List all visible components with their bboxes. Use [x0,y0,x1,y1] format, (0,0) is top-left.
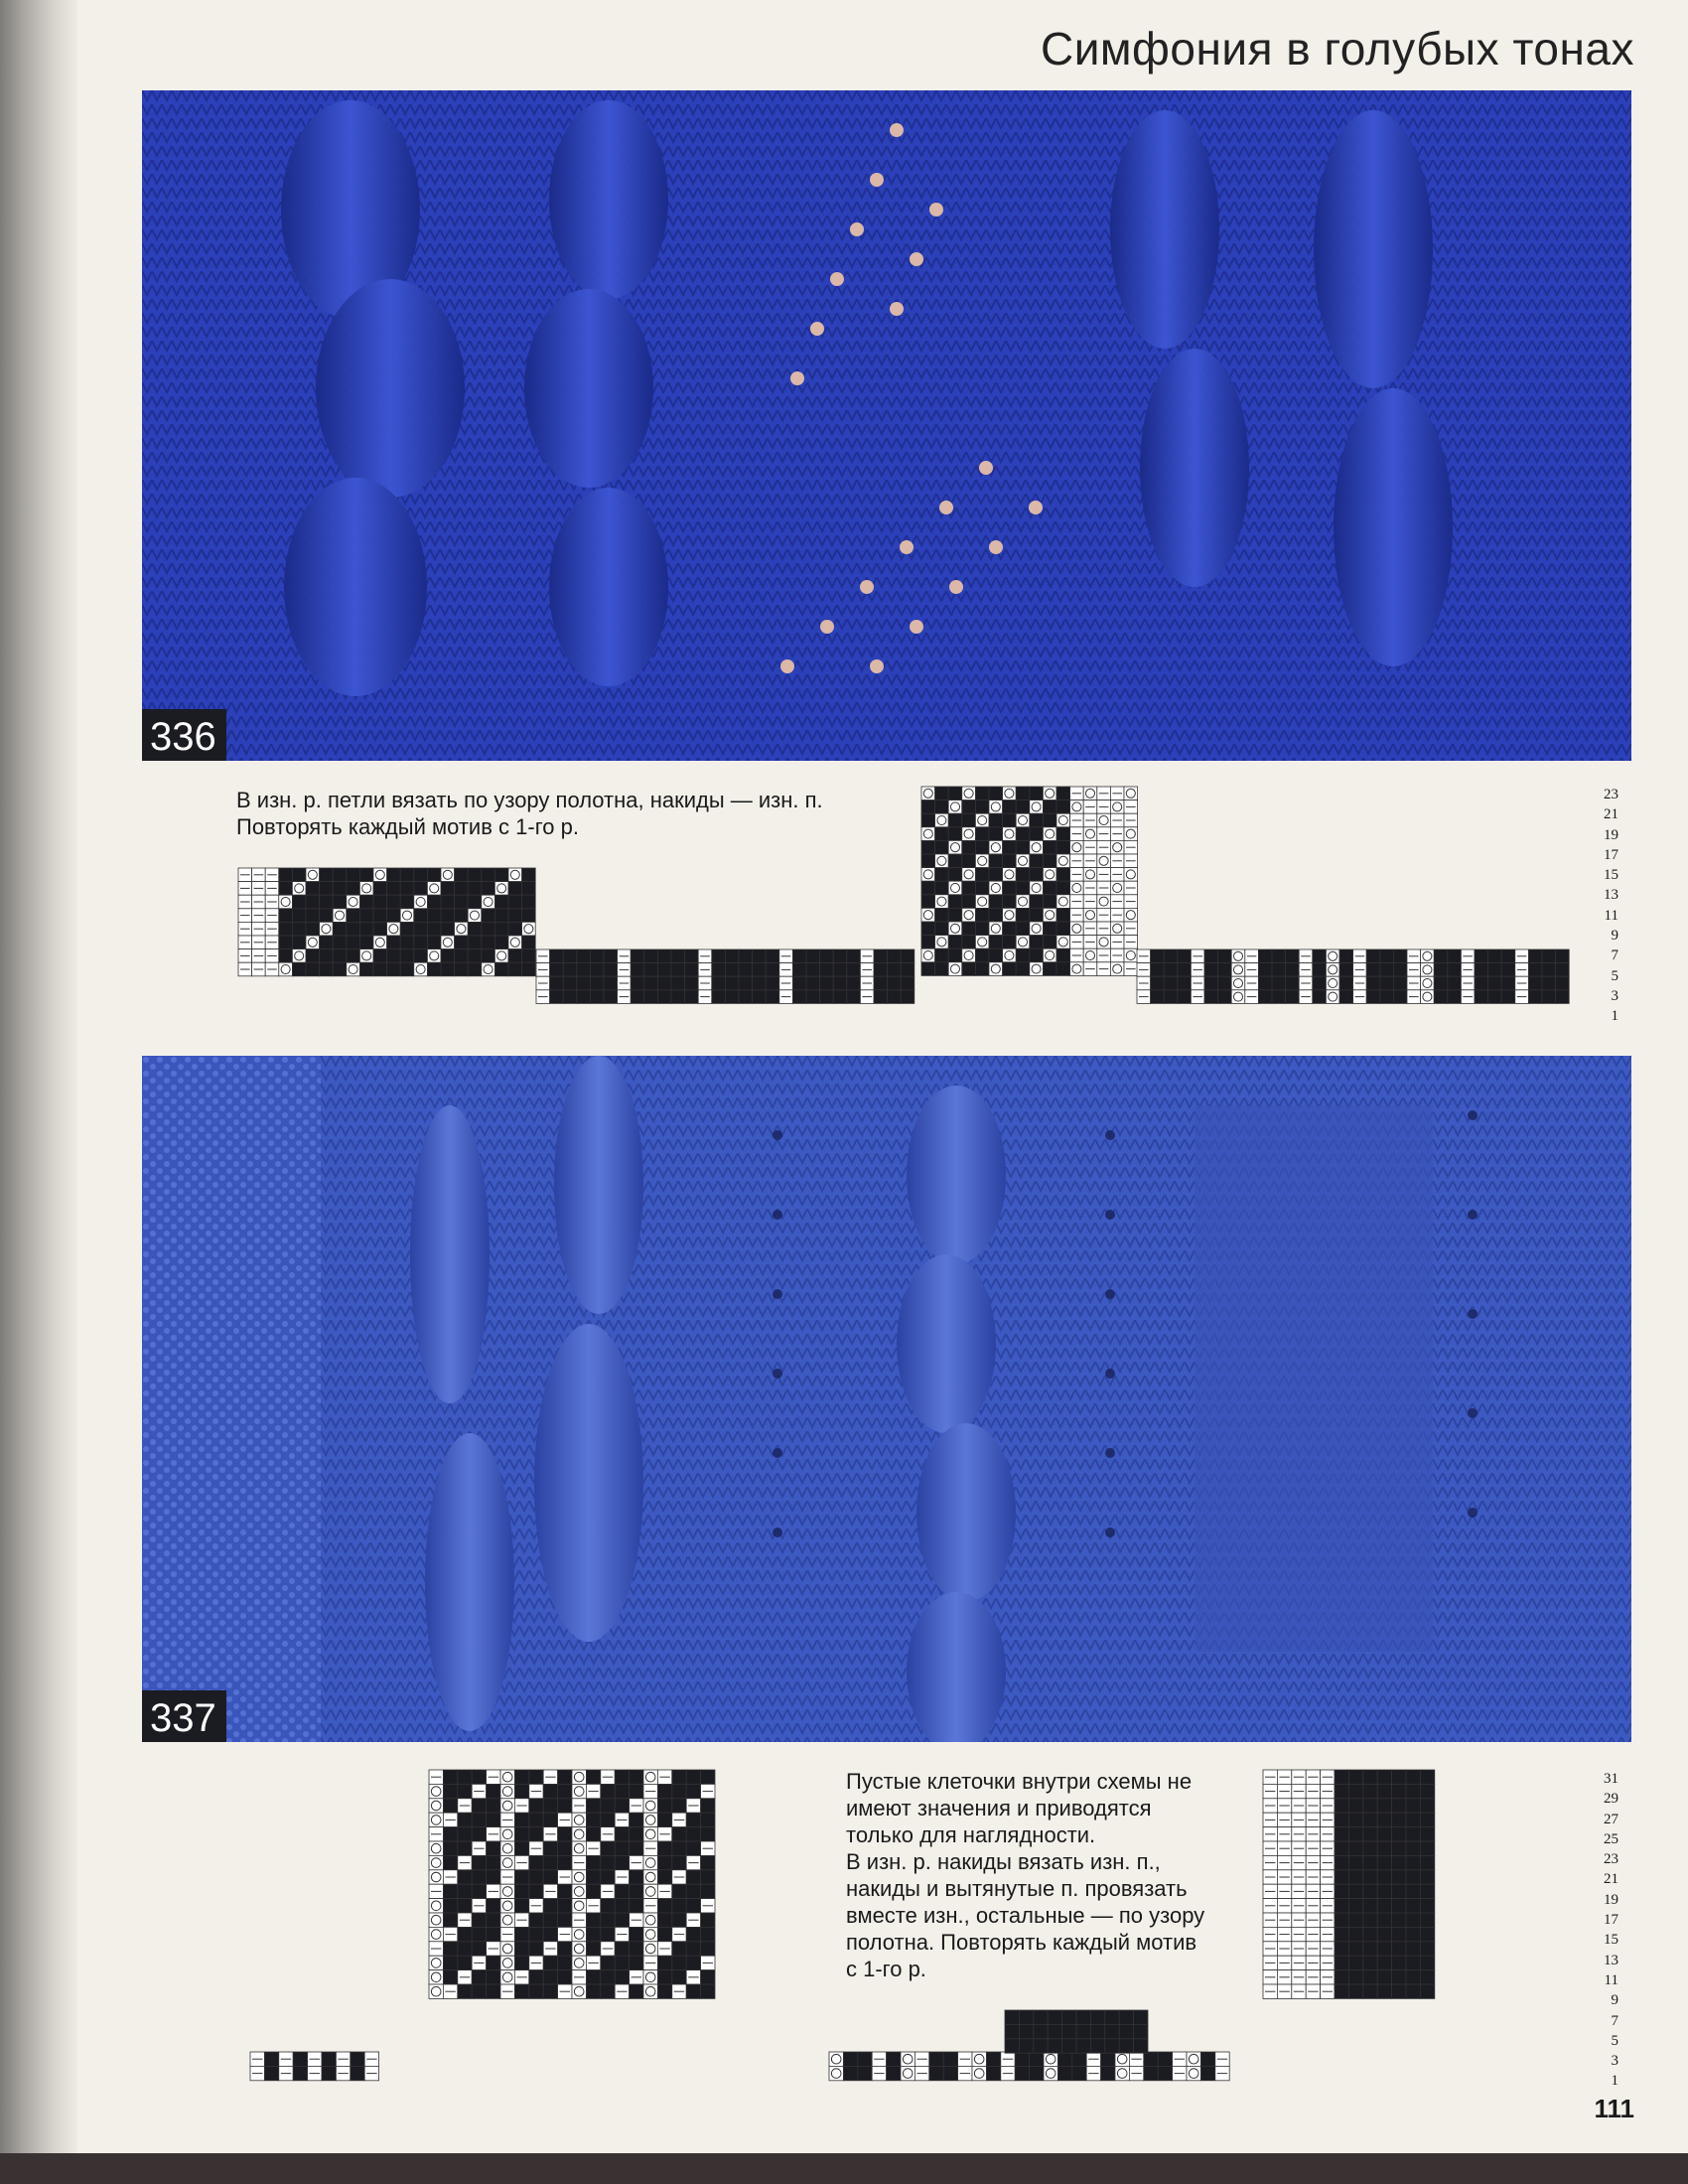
note-line: имеют значения и приводятся [846,1796,1152,1820]
row-number: 25 [1604,1830,1618,1847]
row-number: 1 [1611,2073,1618,2090]
pattern-number-336: 336 [142,709,226,761]
row-number: 21 [1604,806,1618,823]
page-title: Симфония в голубых тонах [1041,23,1634,74]
page-number: 111 [1594,2094,1634,2123]
pattern-number-337: 337 [142,1690,226,1742]
pattern-336-note: В изн. р. петли вязать по узору полотна, накиды — изн. п. Повторять каждый мотив с 1-го р. [236,788,823,839]
row-number: 23 [1604,1851,1618,1868]
row-number: 5 [1611,2032,1618,2049]
row-number: 7 [1611,947,1618,964]
note-line: накиды и вытянутые п. провязать [846,1876,1188,1901]
row-number: 9 [1611,928,1618,945]
row-number: 5 [1611,967,1618,984]
row-number: 3 [1611,2053,1618,2070]
row-number: 11 [1604,1971,1618,1988]
row-number: 23 [1604,787,1618,802]
row-number: 29 [1604,1791,1618,1808]
note-line: Пустые клеточки внутри схемы не [846,1769,1193,1794]
row-number: 19 [1604,1891,1618,1908]
row-number: 19 [1604,826,1618,843]
row-number: 17 [1604,1912,1618,1929]
row-number: 17 [1604,846,1618,863]
note-line: полотна. Повторять каждый мотив [846,1930,1197,1955]
row-number: 1 [1611,1008,1618,1025]
knit-texture-337 [142,1056,1631,1742]
note-line: В изн. р. накиды вязать изн. п., [846,1849,1161,1874]
note-line: вместе изн., остальные — по узору [846,1903,1205,1928]
note-line: с 1-го р. [846,1957,926,1981]
pattern-337-note [846,1768,1243,1982]
note-line: только для наглядности. [846,1822,1096,1847]
row-number: 9 [1611,1992,1618,2009]
row-number: 7 [1611,2012,1618,2029]
row-number: 31 [1604,1771,1618,1787]
row-number: 21 [1604,1871,1618,1888]
row-number: 11 [1604,907,1618,924]
row-numbers-337 [1589,1769,1618,2092]
row-number: 15 [1604,1932,1618,1949]
bottom-edge-strip [0,2153,1688,2184]
row-number: 13 [1604,1952,1618,1968]
knitting-photo-337 [142,1056,1631,1742]
row-number: 15 [1604,867,1618,884]
row-number: 13 [1604,887,1618,904]
row-number: 3 [1611,987,1618,1004]
row-numbers-336 [1589,785,1618,1027]
row-number: 27 [1604,1811,1618,1827]
